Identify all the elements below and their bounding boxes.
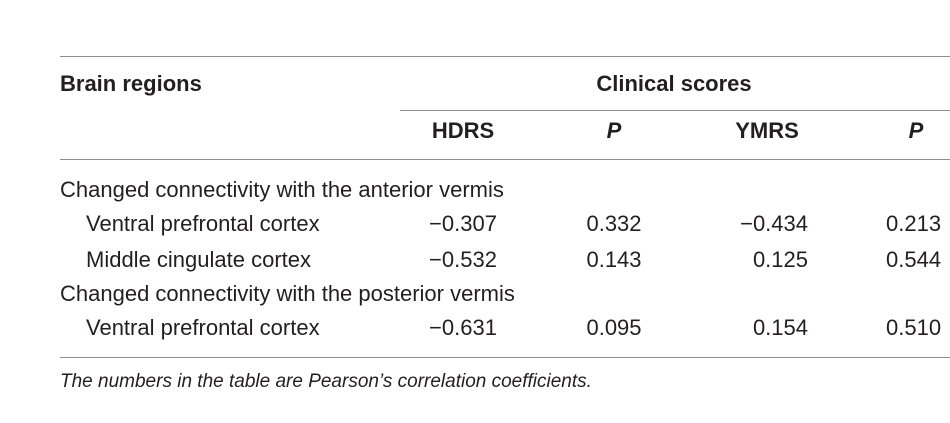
group-label-posterior: Changed connectivity with the posterior vermis xyxy=(60,281,515,306)
table-top-rule xyxy=(60,56,950,57)
clinical-scores-rule xyxy=(400,110,950,111)
cell-hdrs: −0.631 xyxy=(429,315,497,340)
header-clinical-scores: Clinical scores xyxy=(596,71,752,96)
subheader-p2: P xyxy=(908,118,924,143)
group-label-anterior: Changed connectivity with the anterior vermis xyxy=(60,177,504,202)
subheader-ymrs: YMRS xyxy=(735,118,799,143)
table-header-rule xyxy=(60,159,950,160)
row-label: Middle cingulate cortex xyxy=(86,247,312,272)
table-footnote: The numbers in the table are Pearson’s correlation coefficients. xyxy=(60,371,592,392)
header-brain-regions: Brain regions xyxy=(60,71,202,96)
row-label: Ventral prefrontal cortex xyxy=(86,315,320,340)
cell-p1: 0.095 xyxy=(586,315,642,340)
cell-ymrs: 0.154 xyxy=(752,315,808,340)
cell-p1: 0.143 xyxy=(586,247,642,272)
cell-p2: 0.510 xyxy=(886,315,942,340)
subheader-hdrs: HDRS xyxy=(431,118,495,143)
cell-hdrs: −0.532 xyxy=(429,247,497,272)
faded-caption-text xyxy=(60,18,530,52)
cell-p2: 0.213 xyxy=(886,211,942,236)
cell-ymrs: −0.434 xyxy=(740,211,808,236)
subheader-p1: P xyxy=(606,118,622,143)
cell-hdrs: −0.307 xyxy=(429,211,497,236)
row-label: Ventral prefrontal cortex xyxy=(86,211,320,236)
cell-ymrs: 0.125 xyxy=(752,247,808,272)
table-bottom-rule xyxy=(60,357,950,358)
cell-p1: 0.332 xyxy=(586,211,642,236)
cell-p2: 0.544 xyxy=(886,247,942,272)
